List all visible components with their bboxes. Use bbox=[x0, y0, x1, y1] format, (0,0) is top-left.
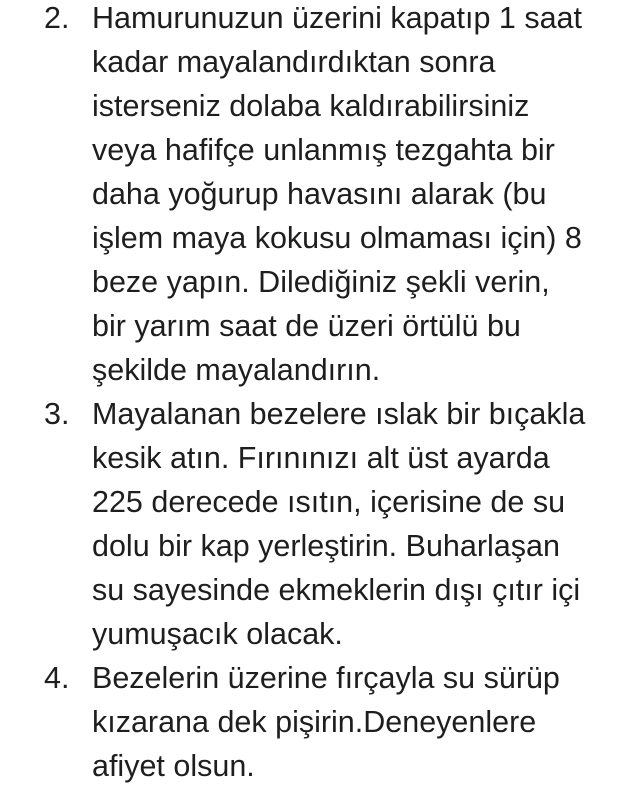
step-text-line: afiyet olsun. bbox=[92, 749, 255, 783]
step-text-line: veya hafifçe unlanmış tezgahta bir bbox=[92, 133, 555, 167]
step-text-line: Bezelerin üzerine fırçayla su sürüp bbox=[92, 661, 560, 695]
step-text-line: su sayesinde ekmeklerin dışı çıtır içi bbox=[92, 573, 581, 607]
recipe-step-3 bbox=[0, 392, 612, 656]
step-text-line: Hamurunuzun üzerini kapatıp 1 saat bbox=[92, 1, 582, 35]
step-text-line: yumuşacık olacak. bbox=[92, 617, 343, 651]
step-text-line: işlem maya kokusu olmaması için) 8 bbox=[92, 221, 582, 255]
step-number: 2. bbox=[44, 1, 70, 35]
step-text-line: dolu bir kap yerleştirin. Buharlaşan bbox=[92, 529, 560, 563]
step-text-line: beze yapın. Dilediğiniz şekli verin, bbox=[92, 265, 550, 299]
step-text-line: kızarana dek pişirin.Deneyenlere bbox=[92, 705, 537, 739]
step-text-line: kadar mayalandırdıktan sonra bbox=[92, 45, 496, 79]
step-number: 4. bbox=[44, 661, 70, 695]
step-number: 3. bbox=[44, 397, 70, 431]
recipe-step-2 bbox=[0, 0, 612, 392]
step-text-line: isterseniz dolaba kaldırabilirsiniz bbox=[92, 89, 530, 123]
step-text-line: şekilde mayalandırın. bbox=[92, 353, 381, 387]
step-text-line: Mayalanan bezelere ıslak bir bıçakla bbox=[92, 397, 586, 431]
step-text-line: bir yarım saat de üzeri örtülü bu bbox=[92, 309, 521, 343]
recipe-step-4 bbox=[0, 656, 612, 788]
step-text-line: daha yoğurup havasını alarak (bu bbox=[92, 177, 547, 211]
step-text-line: kesik atın. Fırınınızı alt üst ayarda bbox=[92, 441, 550, 475]
step-text-line: 225 derecede ısıtın, içerisine de su bbox=[92, 485, 566, 519]
